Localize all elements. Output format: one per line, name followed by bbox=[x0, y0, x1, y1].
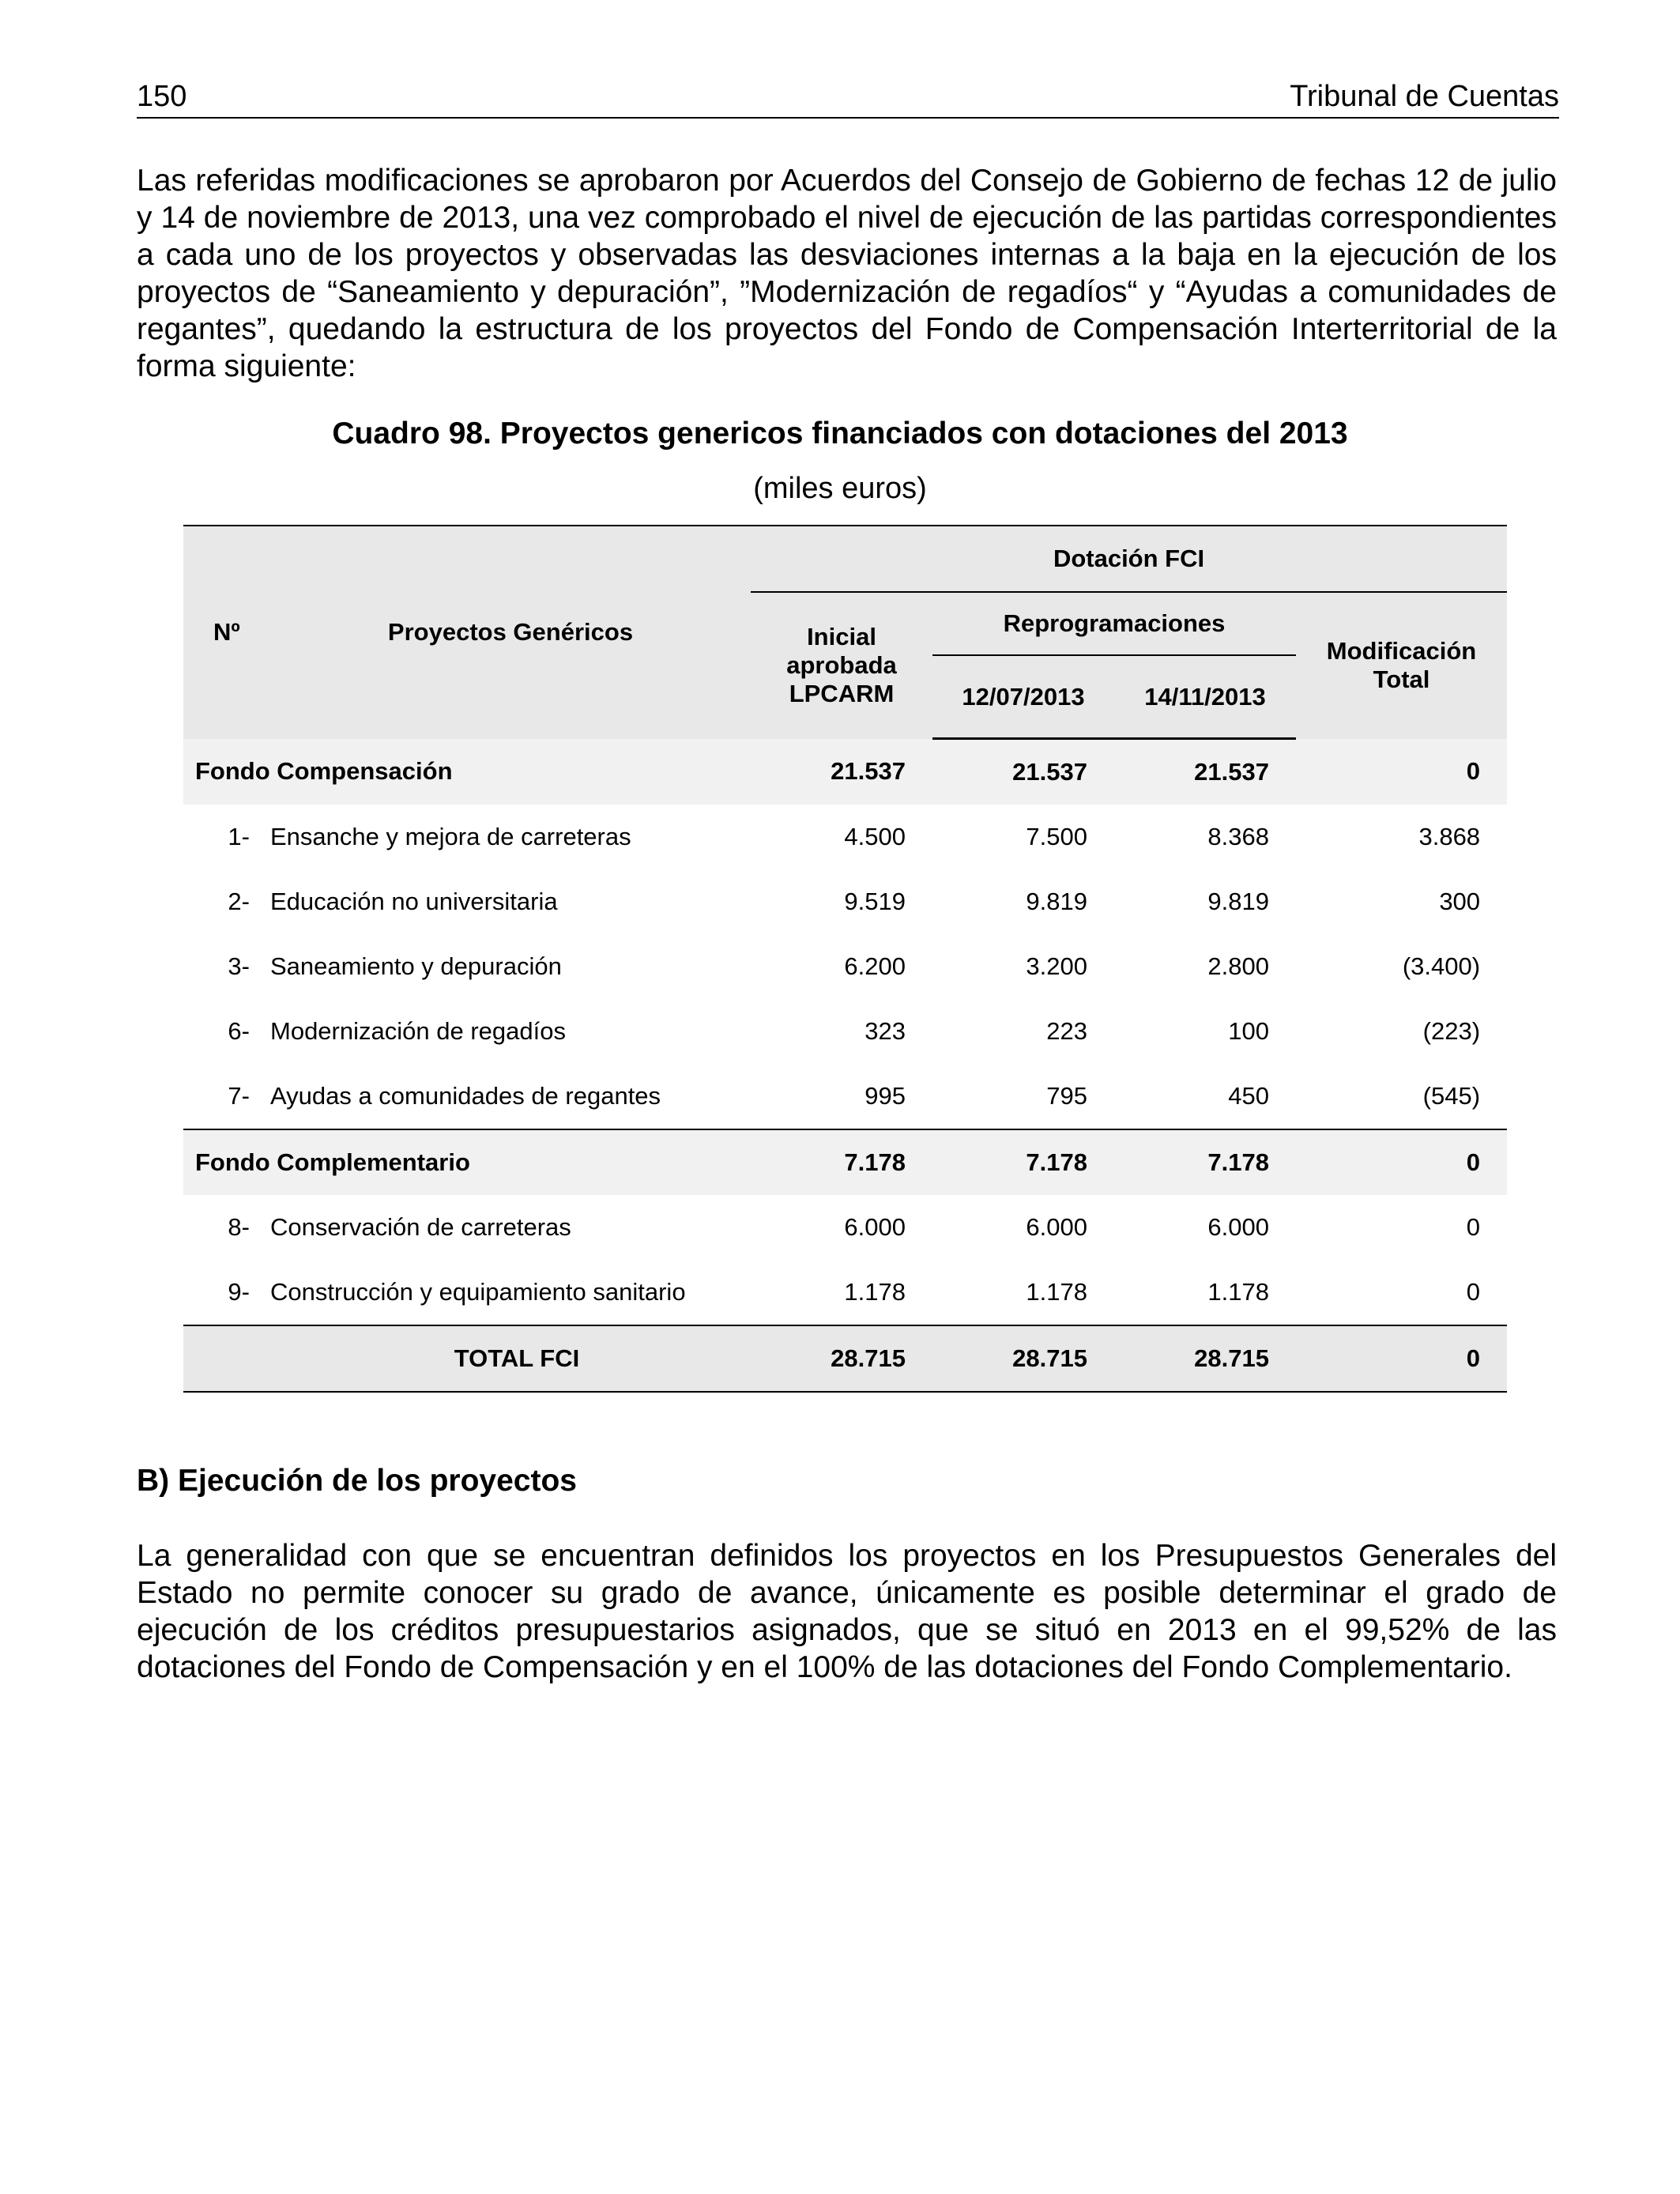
row-name: Saneamiento y depuración bbox=[270, 952, 562, 980]
value-cell: 323 bbox=[864, 1017, 906, 1045]
value-cell: 223 bbox=[1046, 1017, 1087, 1045]
value-cell: 1.178 bbox=[844, 1278, 906, 1306]
value-cell: (223) bbox=[1422, 1017, 1481, 1045]
header-initial: Inicial aprobada LPCARM bbox=[751, 592, 932, 739]
group-row bbox=[183, 739, 1507, 805]
table-row bbox=[183, 934, 1507, 999]
page-header bbox=[137, 76, 1559, 119]
value-cell: 7.500 bbox=[1026, 823, 1087, 850]
table-unit: (miles euros) bbox=[753, 472, 927, 505]
value-cell: 28.715 bbox=[1114, 1325, 1296, 1392]
value-cell: 6.000 bbox=[1207, 1213, 1269, 1241]
value-cell: 995 bbox=[864, 1082, 906, 1110]
value-cell: 0 bbox=[1296, 739, 1507, 805]
value-cell: (3.400) bbox=[1402, 952, 1481, 980]
table-row bbox=[183, 1260, 1507, 1325]
row-name: Construcción y equipamiento sanitario bbox=[270, 1278, 686, 1306]
value-cell: 450 bbox=[1228, 1082, 1269, 1110]
value-cell: 0 bbox=[1466, 1213, 1481, 1241]
value-cell: 2.800 bbox=[1207, 952, 1269, 980]
value-cell: 300 bbox=[1439, 888, 1481, 915]
table-row bbox=[183, 999, 1507, 1064]
fci-projects-table bbox=[183, 525, 1507, 1393]
page-number: 150 bbox=[137, 80, 187, 113]
header-reprogramaciones: Reprogramaciones bbox=[932, 592, 1296, 655]
table-row bbox=[183, 805, 1507, 869]
value-cell: 21.537 bbox=[932, 739, 1114, 805]
value-cell: 9.519 bbox=[844, 888, 906, 915]
value-cell: 4.500 bbox=[844, 823, 906, 850]
total-label: TOTAL FCI bbox=[183, 1325, 751, 1392]
running-title: Tribunal de Cuentas bbox=[1290, 80, 1559, 113]
value-cell: 28.715 bbox=[932, 1325, 1114, 1392]
table-row bbox=[183, 1064, 1507, 1129]
value-cell: 1.178 bbox=[1026, 1278, 1087, 1306]
header-projects: Proyectos Genéricos bbox=[270, 526, 751, 739]
value-cell: 7.178 bbox=[1114, 1129, 1296, 1195]
header-dotacion: Dotación FCI bbox=[751, 526, 1507, 592]
value-cell: 8.368 bbox=[1207, 823, 1269, 850]
row-num: 9- bbox=[228, 1278, 250, 1306]
intro-paragraph: Las referidas modificaciones se aprobaron por Acuerdos del Consejo de Gobierno de fechas 12 de julio y 14 de noviembre de 2013, una vez comprobado el nivel de ejecución de las partidas correspondientes a cada uno de los proyectos y observadas las desviaciones internas a la baja en la ejecución de los proyectos de “Saneamiento y depuración”, ”Modernización de regadíos“ y “Ayudas a comunidades de regantes”, quedando la estructura de los proyectos del Fondo de Compensación Interterritorial de la forma siguiente: bbox=[137, 164, 1557, 383]
value-cell: 0 bbox=[1296, 1129, 1507, 1195]
row-name: Ayudas a comunidades de regantes bbox=[270, 1082, 661, 1110]
value-cell: 100 bbox=[1228, 1017, 1269, 1045]
table-caption: Cuadro 98. Proyectos genericos financiados con dotaciones del 2013 bbox=[332, 417, 1348, 450]
value-cell: 6.000 bbox=[1026, 1213, 1087, 1241]
value-cell: (545) bbox=[1422, 1082, 1481, 1110]
value-cell: 9.819 bbox=[1026, 888, 1087, 915]
row-num: 1- bbox=[228, 823, 250, 850]
value-cell: 0 bbox=[1296, 1325, 1507, 1392]
value-cell: 795 bbox=[1046, 1082, 1087, 1110]
header-modification: Modificación Total bbox=[1296, 592, 1507, 739]
row-num: 2- bbox=[228, 888, 250, 915]
row-num: 8- bbox=[228, 1213, 250, 1241]
value-cell: 7.178 bbox=[932, 1129, 1114, 1195]
value-cell: 7.178 bbox=[751, 1129, 932, 1195]
row-name: Ensanche y mejora de carreteras bbox=[270, 823, 631, 850]
table-row bbox=[183, 1195, 1507, 1260]
value-cell: 6.200 bbox=[844, 952, 906, 980]
value-cell: 21.537 bbox=[751, 739, 932, 805]
value-cell: 1.178 bbox=[1207, 1278, 1269, 1306]
table-row bbox=[183, 869, 1507, 934]
value-cell: 21.537 bbox=[1114, 739, 1296, 805]
row-num: 3- bbox=[228, 952, 250, 980]
row-name: Modernización de regadíos bbox=[270, 1017, 566, 1045]
section-heading: B) Ejecución de los proyectos bbox=[137, 1464, 577, 1498]
value-cell: 9.819 bbox=[1207, 888, 1269, 915]
value-cell: 0 bbox=[1466, 1278, 1481, 1306]
value-cell: 28.715 bbox=[751, 1325, 932, 1392]
row-num: 7- bbox=[228, 1082, 250, 1110]
value-cell: 3.868 bbox=[1418, 823, 1481, 850]
total-row bbox=[183, 1325, 1507, 1392]
value-cell: 6.000 bbox=[844, 1213, 906, 1241]
header-num: Nº bbox=[183, 526, 270, 739]
outro-paragraph: La generalidad con que se encuentran definidos los proyectos en los Presupuestos Generales del Estado no permite conocer su grado de avance, únicamente es posible determinar el grado de ejecución de los créditos presupuestarios asignados, que se situó en 2013 en el 99,52% de las dotaciones del Fondo de Compensación y en el 100% de las dotaciones del Fondo Complementario. bbox=[137, 1539, 1557, 1684]
row-name: Conservación de carreteras bbox=[270, 1213, 571, 1241]
row-num: 6- bbox=[228, 1017, 250, 1045]
value-cell: 3.200 bbox=[1026, 952, 1087, 980]
row-name: Educación no universitaria bbox=[270, 888, 558, 915]
group-row bbox=[183, 1129, 1507, 1195]
group-label: Fondo Complementario bbox=[183, 1129, 751, 1195]
header-date-1: 12/07/2013 bbox=[932, 655, 1114, 739]
header-date-2: 14/11/2013 bbox=[1114, 655, 1296, 739]
group-label: Fondo Compensación bbox=[183, 739, 751, 805]
